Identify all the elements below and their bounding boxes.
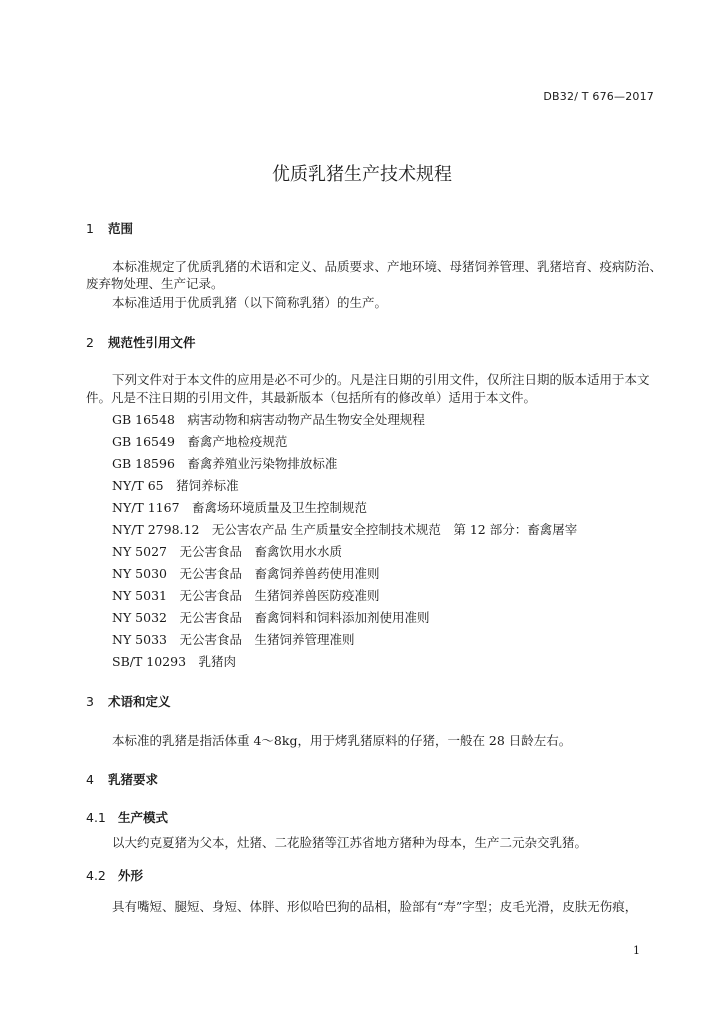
paragraph: 废弃物处理、生产记录。	[86, 276, 224, 291]
reference-item: NY 5027 无公害食品 畜禽饮用水水质	[112, 544, 342, 559]
section-4-heading	[86, 770, 158, 788]
paragraph: 本标准规定了优质乳猪的术语和定义、品质要求、产地环境、母猪饲养管理、乳猪培育、疫病防治、	[112, 259, 663, 274]
section-title: 术语和定义	[108, 694, 171, 709]
subsection-4-2-heading	[86, 866, 143, 884]
reference-item: NY 5030 无公害食品 畜禽饲养兽药使用准则	[112, 566, 380, 581]
paragraph: 件。凡是不注日期的引用文件，其最新版本（包括所有的修改单）适用于本文件。	[86, 390, 537, 405]
reference-item: NY/T 65 猪饲养标准	[112, 478, 239, 493]
paragraph: 以大约克夏猪为父本，灶猪、二花脸猪等江苏省地方猪种为母本，生产二元杂交乳猪。	[112, 835, 588, 850]
subsection-title: 外形	[118, 868, 144, 883]
section-title: 范围	[108, 221, 134, 236]
reference-item: GB 18596 畜禽养殖业污染物排放标准	[112, 456, 338, 471]
paragraph: 本标准的乳猪是指活体重 4～8kg，用于烤乳猪原料的仔猪，一般在 28 日龄左右。	[112, 733, 572, 748]
section-number: 2	[86, 335, 94, 350]
section-number: 4	[86, 772, 94, 787]
section-number: 1	[86, 221, 94, 236]
section-1-heading	[86, 219, 133, 237]
reference-item: NY 5031 无公害食品 生猪饲养兽医防疫准则	[112, 588, 380, 603]
paragraph: 下列文件对于本文件的应用是必不可少的。凡是注日期的引用文件，仅所注日期的版本适用于本文	[112, 372, 650, 387]
subsection-number: 4.2	[86, 868, 106, 883]
section-number: 3	[86, 694, 94, 709]
section-title: 规范性引用文件	[108, 335, 196, 350]
reference-item: SB/T 10293 乳猪肉	[112, 654, 237, 669]
paragraph: 本标准适用于优质乳猪（以下简称乳猪）的生产。	[112, 295, 388, 310]
reference-item: NY 5033 无公害食品 生猪饲养管理准则	[112, 632, 355, 647]
reference-item: GB 16549 畜禽产地检疫规范	[112, 434, 288, 449]
subsection-number: 4.1	[86, 810, 106, 825]
reference-item: NY/T 1167 畜禽场环境质量及卫生控制规范	[112, 500, 368, 515]
page-number: 1	[633, 944, 640, 957]
section-title: 乳猪要求	[108, 772, 159, 787]
reference-item: GB 16548 病害动物和病害动物产品生物安全处理规程	[112, 412, 425, 427]
section-3-heading	[86, 692, 171, 710]
paragraph: 具有嘴短、腿短、身短、体胖、形似哈巴狗的品相，脸部有“寿”字型；皮毛光滑，皮肤无伤痕，	[112, 899, 638, 914]
section-2-heading	[86, 333, 196, 351]
subsection-4-1-heading	[86, 808, 168, 826]
document-title: 优质乳猪生产技术规程	[272, 164, 452, 185]
reference-item: NY/T 2798.12 无公害农产品 生产质量安全控制技术规范 第 12 部分：畜禽屠宰	[112, 522, 578, 537]
reference-item: NY 5032 无公害食品 畜禽饲料和饲料添加剂使用准则	[112, 610, 430, 625]
subsection-title: 生产模式	[118, 810, 169, 825]
document-code: DB32/ T 676—2017	[543, 90, 654, 103]
